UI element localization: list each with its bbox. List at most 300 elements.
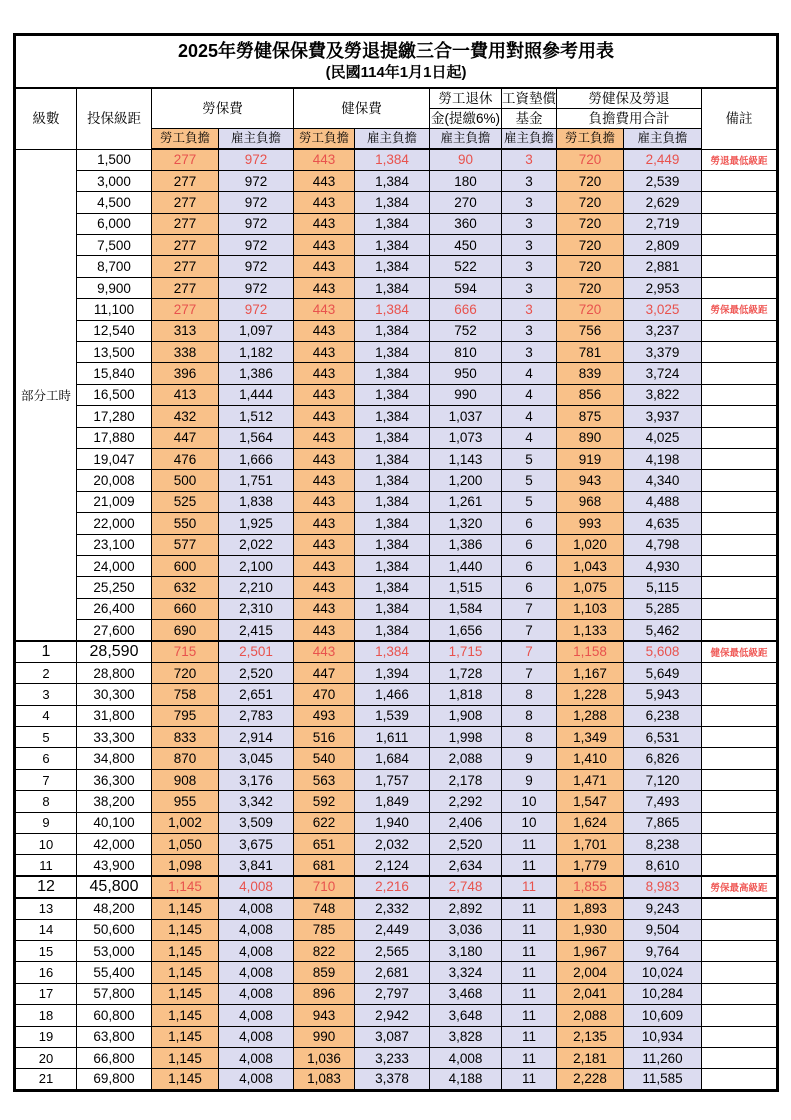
cell-salary-bracket: 33,300	[77, 727, 152, 748]
cell-total-employer: 7,865	[624, 812, 702, 833]
cell-total-employer: 4,930	[624, 555, 702, 576]
cell-health-ins-employee: 443	[294, 277, 355, 298]
cell-pension-employer: 1,728	[430, 662, 502, 683]
table-row	[15, 641, 778, 662]
cell-labor-ins-employer: 1,838	[219, 491, 294, 512]
cell-level: 8	[15, 791, 77, 812]
cell-labor-ins-employer: 3,045	[219, 748, 294, 769]
cell-total-employer: 4,635	[624, 513, 702, 534]
cell-salary-bracket: 24,000	[77, 555, 152, 576]
cell-level: 9	[15, 812, 77, 833]
cell-pension-employer: 1,656	[430, 620, 502, 641]
cell-remark	[702, 812, 778, 833]
cell-level: 3	[15, 684, 77, 705]
cell-pension-employer: 3,468	[430, 983, 502, 1004]
cell-labor-ins-employer: 1,097	[219, 320, 294, 341]
cell-remark	[702, 598, 778, 619]
cell-health-ins-employer: 1,384	[355, 277, 430, 298]
table-row	[15, 662, 778, 683]
cell-pension-employer: 1,515	[430, 577, 502, 598]
cell-remark	[702, 748, 778, 769]
cell-labor-ins-employer: 4,008	[219, 940, 294, 961]
cell-health-ins-employer: 1,384	[355, 620, 430, 641]
cell-pension-employer: 950	[430, 363, 502, 384]
cell-labor-ins-employer: 1,444	[219, 384, 294, 405]
cell-total-employee: 2,041	[557, 983, 624, 1004]
header-level: 級數	[15, 88, 77, 149]
cell-level: 1	[15, 641, 77, 662]
cell-labor-ins-employee: 1,145	[152, 919, 219, 940]
cell-health-ins-employer: 1,466	[355, 684, 430, 705]
cell-labor-ins-employee: 955	[152, 791, 219, 812]
header-bracket: 投保級距	[77, 88, 152, 149]
cell-labor-ins-employer: 2,914	[219, 727, 294, 748]
premium-table	[13, 33, 779, 1092]
cell-total-employee: 839	[557, 363, 624, 384]
cell-health-ins-employer: 1,384	[355, 192, 430, 213]
table-row	[15, 705, 778, 726]
cell-wage-fund-employer: 11	[502, 983, 557, 1004]
cell-total-employer: 3,724	[624, 363, 702, 384]
cell-pension-employer: 990	[430, 384, 502, 405]
cell-health-ins-employer: 1,940	[355, 812, 430, 833]
cell-level: 7	[15, 769, 77, 790]
cell-wage-fund-employer: 4	[502, 406, 557, 427]
table-row	[15, 235, 778, 256]
subheader-total-employee: 勞工負擔	[557, 129, 624, 150]
cell-level: 2	[15, 662, 77, 683]
cell-wage-fund-employer: 3	[502, 170, 557, 191]
cell-pension-employer: 270	[430, 192, 502, 213]
header-labor-insurance: 勞保費	[152, 88, 294, 129]
cell-remark	[702, 235, 778, 256]
cell-health-ins-employer: 1,384	[355, 491, 430, 512]
cell-labor-ins-employer: 4,008	[219, 1069, 294, 1090]
cell-labor-ins-employee: 690	[152, 620, 219, 641]
cell-total-employer: 3,937	[624, 406, 702, 427]
cell-total-employee: 1,349	[557, 727, 624, 748]
cell-wage-fund-employer: 11	[502, 919, 557, 940]
table-row	[15, 940, 778, 961]
reference-sheet	[13, 33, 776, 1092]
table-row	[15, 962, 778, 983]
cell-total-employee: 2,088	[557, 1005, 624, 1026]
cell-remark	[702, 684, 778, 705]
cell-pension-employer: 1,320	[430, 513, 502, 534]
table-row	[15, 769, 778, 790]
cell-total-employee: 720	[557, 277, 624, 298]
cell-remark	[702, 448, 778, 469]
cell-total-employer: 4,025	[624, 427, 702, 448]
cell-pension-employer: 3,648	[430, 1005, 502, 1026]
cell-total-employer: 2,953	[624, 277, 702, 298]
cell-health-ins-employee: 943	[294, 1005, 355, 1026]
cell-salary-bracket: 48,200	[77, 898, 152, 919]
table-row	[15, 513, 778, 534]
cell-remark	[702, 834, 778, 855]
cell-pension-employer: 2,634	[430, 855, 502, 876]
cell-labor-ins-employee: 1,145	[152, 876, 219, 897]
cell-salary-bracket: 23,100	[77, 534, 152, 555]
cell-labor-ins-employee: 277	[152, 256, 219, 277]
cell-salary-bracket: 22,000	[77, 513, 152, 534]
cell-remark	[702, 192, 778, 213]
cell-remark	[702, 855, 778, 876]
table-row	[15, 812, 778, 833]
title-row	[15, 35, 778, 89]
cell-wage-fund-employer: 8	[502, 727, 557, 748]
cell-labor-ins-employer: 2,520	[219, 662, 294, 683]
cell-total-employee: 1,020	[557, 534, 624, 555]
table-row	[15, 277, 778, 298]
cell-labor-ins-employer: 2,100	[219, 555, 294, 576]
cell-wage-fund-employer: 5	[502, 448, 557, 469]
cell-total-employee: 756	[557, 320, 624, 341]
cell-health-ins-employee: 748	[294, 898, 355, 919]
cell-remark	[702, 919, 778, 940]
cell-level: 11	[15, 855, 77, 876]
cell-total-employee: 720	[557, 235, 624, 256]
cell-labor-ins-employee: 413	[152, 384, 219, 405]
cell-total-employee: 1,547	[557, 791, 624, 812]
cell-health-ins-employee: 443	[294, 577, 355, 598]
cell-wage-fund-employer: 6	[502, 577, 557, 598]
cell-labor-ins-employer: 4,008	[219, 1047, 294, 1068]
cell-salary-bracket: 19,047	[77, 448, 152, 469]
cell-labor-ins-employee: 338	[152, 342, 219, 363]
cell-health-ins-employee: 785	[294, 919, 355, 940]
cell-pension-employer: 1,584	[430, 598, 502, 619]
cell-total-employee: 1,624	[557, 812, 624, 833]
title-block	[15, 35, 778, 89]
cell-labor-ins-employee: 908	[152, 769, 219, 790]
cell-wage-fund-employer: 11	[502, 855, 557, 876]
cell-remark	[702, 662, 778, 683]
cell-wage-fund-employer: 11	[502, 1026, 557, 1047]
cell-health-ins-employer: 3,233	[355, 1047, 430, 1068]
cell-remark	[702, 769, 778, 790]
cell-health-ins-employer: 2,216	[355, 876, 430, 897]
cell-total-employee: 1,167	[557, 662, 624, 683]
cell-total-employer: 5,115	[624, 577, 702, 598]
header-total-line2: 負擔費用合計	[557, 109, 702, 129]
cell-remark	[702, 791, 778, 812]
cell-wage-fund-employer: 3	[502, 277, 557, 298]
cell-level: 21	[15, 1069, 77, 1090]
cell-pension-employer: 1,818	[430, 684, 502, 705]
cell-total-employer: 6,826	[624, 748, 702, 769]
cell-salary-bracket: 36,300	[77, 769, 152, 790]
cell-total-employer: 5,285	[624, 598, 702, 619]
cell-labor-ins-employer: 2,501	[219, 641, 294, 662]
cell-total-employee: 1,103	[557, 598, 624, 619]
table-row	[15, 342, 778, 363]
cell-labor-ins-employer: 1,925	[219, 513, 294, 534]
cell-salary-bracket: 9,900	[77, 277, 152, 298]
table-row	[15, 727, 778, 748]
cell-labor-ins-employer: 4,008	[219, 919, 294, 940]
cell-labor-ins-employee: 277	[152, 149, 219, 170]
cell-total-employee: 2,228	[557, 1069, 624, 1090]
table-row	[15, 598, 778, 619]
cell-remark	[702, 513, 778, 534]
cell-health-ins-employee: 447	[294, 662, 355, 683]
cell-health-ins-employer: 1,384	[355, 598, 430, 619]
cell-labor-ins-employee: 550	[152, 513, 219, 534]
table-row	[15, 213, 778, 234]
cell-labor-ins-employer: 1,751	[219, 470, 294, 491]
cell-total-employer: 2,539	[624, 170, 702, 191]
table-row	[15, 149, 778, 170]
cell-wage-fund-employer: 8	[502, 684, 557, 705]
cell-health-ins-employer: 1,384	[355, 256, 430, 277]
cell-wage-fund-employer: 9	[502, 769, 557, 790]
cell-total-employer: 10,609	[624, 1005, 702, 1026]
cell-wage-fund-employer: 10	[502, 791, 557, 812]
cell-salary-bracket: 60,800	[77, 1005, 152, 1026]
cell-remark	[702, 1047, 778, 1068]
cell-salary-bracket: 12,540	[77, 320, 152, 341]
table-row	[15, 1005, 778, 1026]
table-row	[15, 983, 778, 1004]
subheader-total-employer: 雇主負擔	[624, 129, 702, 150]
cell-salary-bracket: 15,840	[77, 363, 152, 384]
cell-level: 17	[15, 983, 77, 1004]
cell-wage-fund-employer: 3	[502, 256, 557, 277]
cell-total-employee: 1,967	[557, 940, 624, 961]
cell-salary-bracket: 55,400	[77, 962, 152, 983]
cell-wage-fund-employer: 11	[502, 898, 557, 919]
cell-health-ins-employee: 470	[294, 684, 355, 705]
cell-salary-bracket: 31,800	[77, 705, 152, 726]
table-row	[15, 491, 778, 512]
cell-pension-employer: 810	[430, 342, 502, 363]
cell-health-ins-employer: 2,449	[355, 919, 430, 940]
cell-wage-fund-employer: 11	[502, 1005, 557, 1026]
cell-level: 13	[15, 898, 77, 919]
cell-labor-ins-employer: 3,675	[219, 834, 294, 855]
cell-labor-ins-employer: 2,415	[219, 620, 294, 641]
cell-total-employee: 720	[557, 149, 624, 170]
cell-salary-bracket: 11,100	[77, 299, 152, 320]
cell-health-ins-employee: 443	[294, 170, 355, 191]
table-row	[15, 299, 778, 320]
cell-pension-employer: 450	[430, 235, 502, 256]
table-row	[15, 470, 778, 491]
header-wage-fund-line2: 基金	[502, 109, 557, 129]
cell-health-ins-employee: 859	[294, 962, 355, 983]
cell-labor-ins-employee: 476	[152, 448, 219, 469]
cell-total-employer: 2,629	[624, 192, 702, 213]
cell-wage-fund-employer: 10	[502, 812, 557, 833]
cell-health-ins-employer: 3,087	[355, 1026, 430, 1047]
cell-wage-fund-employer: 6	[502, 534, 557, 555]
header-wage-fund-line1: 工資墊償	[502, 88, 557, 109]
cell-labor-ins-employer: 4,008	[219, 983, 294, 1004]
header-remarks: 備註	[702, 88, 778, 149]
cell-health-ins-employee: 563	[294, 769, 355, 790]
cell-health-ins-employee: 443	[294, 342, 355, 363]
cell-salary-bracket: 30,300	[77, 684, 152, 705]
cell-total-employer: 3,379	[624, 342, 702, 363]
cell-total-employer: 6,238	[624, 705, 702, 726]
cell-labor-ins-employee: 525	[152, 491, 219, 512]
cell-labor-ins-employee: 660	[152, 598, 219, 619]
cell-total-employer: 8,238	[624, 834, 702, 855]
header-pension-line2: 金(提繳6%)	[430, 109, 502, 129]
cell-labor-ins-employee: 447	[152, 427, 219, 448]
cell-salary-bracket: 8,700	[77, 256, 152, 277]
table-row	[15, 170, 778, 191]
cell-total-employee: 720	[557, 170, 624, 191]
cell-labor-ins-employer: 972	[219, 299, 294, 320]
header-row-1	[15, 88, 778, 109]
cell-salary-bracket: 20,008	[77, 470, 152, 491]
cell-labor-ins-employer: 4,008	[219, 876, 294, 897]
cell-pension-employer: 2,892	[430, 898, 502, 919]
subheader-wage-fund-employer: 雇主負擔	[502, 129, 557, 150]
cell-total-employer: 5,462	[624, 620, 702, 641]
cell-total-employer: 10,934	[624, 1026, 702, 1047]
cell-labor-ins-employee: 758	[152, 684, 219, 705]
cell-salary-bracket: 63,800	[77, 1026, 152, 1047]
table-row	[15, 919, 778, 940]
cell-labor-ins-employer: 1,512	[219, 406, 294, 427]
cell-pension-employer: 2,088	[430, 748, 502, 769]
subheader-labor-employer: 雇主負擔	[219, 129, 294, 150]
cell-wage-fund-employer: 3	[502, 213, 557, 234]
table-row	[15, 898, 778, 919]
cell-salary-bracket: 34,800	[77, 748, 152, 769]
table-row	[15, 1026, 778, 1047]
cell-pension-employer: 4,008	[430, 1047, 502, 1068]
cell-labor-ins-employee: 277	[152, 299, 219, 320]
cell-pension-employer: 3,180	[430, 940, 502, 961]
cell-health-ins-employee: 443	[294, 213, 355, 234]
cell-remark	[702, 727, 778, 748]
cell-pension-employer: 1,200	[430, 470, 502, 491]
cell-remark	[702, 983, 778, 1004]
header-health-insurance: 健保費	[294, 88, 430, 129]
cell-wage-fund-employer: 11	[502, 876, 557, 897]
part-time-group-cell: 部分工時	[15, 149, 77, 641]
cell-pension-employer: 752	[430, 320, 502, 341]
cell-total-employee: 1,288	[557, 705, 624, 726]
cell-salary-bracket: 4,500	[77, 192, 152, 213]
cell-total-employee: 720	[557, 299, 624, 320]
cell-total-employer: 4,198	[624, 448, 702, 469]
cell-pension-employer: 360	[430, 213, 502, 234]
cell-health-ins-employer: 1,384	[355, 213, 430, 234]
cell-health-ins-employer: 1,611	[355, 727, 430, 748]
cell-total-employer: 11,585	[624, 1069, 702, 1090]
cell-remark: 勞退最低級距	[702, 149, 778, 170]
cell-level: 16	[15, 962, 77, 983]
cell-labor-ins-employee: 870	[152, 748, 219, 769]
cell-salary-bracket: 1,500	[77, 149, 152, 170]
cell-wage-fund-employer: 5	[502, 491, 557, 512]
cell-total-employee: 1,075	[557, 577, 624, 598]
cell-salary-bracket: 50,600	[77, 919, 152, 940]
cell-wage-fund-employer: 3	[502, 192, 557, 213]
cell-health-ins-employer: 1,384	[355, 320, 430, 341]
cell-labor-ins-employer: 972	[219, 170, 294, 191]
cell-remark	[702, 534, 778, 555]
cell-total-employer: 9,243	[624, 898, 702, 919]
cell-pension-employer: 1,386	[430, 534, 502, 555]
cell-total-employee: 875	[557, 406, 624, 427]
cell-labor-ins-employee: 277	[152, 213, 219, 234]
cell-health-ins-employer: 1,384	[355, 363, 430, 384]
cell-level: 19	[15, 1026, 77, 1047]
cell-labor-ins-employee: 277	[152, 277, 219, 298]
cell-remark: 勞保最高級距	[702, 876, 778, 897]
cell-health-ins-employee: 443	[294, 363, 355, 384]
cell-total-employee: 1,158	[557, 641, 624, 662]
cell-health-ins-employee: 443	[294, 641, 355, 662]
cell-remark	[702, 1005, 778, 1026]
cell-salary-bracket: 42,000	[77, 834, 152, 855]
cell-remark	[702, 256, 778, 277]
cell-wage-fund-employer: 3	[502, 149, 557, 170]
cell-labor-ins-employer: 972	[219, 213, 294, 234]
cell-remark	[702, 342, 778, 363]
subheader-health-employer: 雇主負擔	[355, 129, 430, 150]
header-total-line1: 勞健保及勞退	[557, 88, 702, 109]
cell-health-ins-employer: 1,384	[355, 641, 430, 662]
cell-remark	[702, 427, 778, 448]
cell-total-employer: 10,024	[624, 962, 702, 983]
table-row	[15, 320, 778, 341]
cell-total-employer: 8,983	[624, 876, 702, 897]
cell-salary-bracket: 13,500	[77, 342, 152, 363]
cell-labor-ins-employee: 396	[152, 363, 219, 384]
cell-total-employer: 2,809	[624, 235, 702, 256]
cell-wage-fund-employer: 7	[502, 620, 557, 641]
cell-wage-fund-employer: 7	[502, 598, 557, 619]
cell-health-ins-employer: 1,384	[355, 555, 430, 576]
cell-labor-ins-employee: 795	[152, 705, 219, 726]
cell-pension-employer: 1,073	[430, 427, 502, 448]
table-row	[15, 448, 778, 469]
cell-total-employee: 856	[557, 384, 624, 405]
cell-labor-ins-employer: 2,783	[219, 705, 294, 726]
cell-salary-bracket: 16,500	[77, 384, 152, 405]
cell-wage-fund-employer: 4	[502, 363, 557, 384]
cell-labor-ins-employee: 1,145	[152, 962, 219, 983]
header-pension-line1: 勞工退休	[430, 88, 502, 109]
cell-total-employer: 8,610	[624, 855, 702, 876]
cell-health-ins-employee: 622	[294, 812, 355, 833]
cell-salary-bracket: 6,000	[77, 213, 152, 234]
cell-labor-ins-employee: 313	[152, 320, 219, 341]
cell-health-ins-employer: 1,849	[355, 791, 430, 812]
cell-labor-ins-employer: 1,182	[219, 342, 294, 363]
subheader-health-employee: 勞工負擔	[294, 129, 355, 150]
cell-remark	[702, 406, 778, 427]
cell-labor-ins-employer: 1,666	[219, 448, 294, 469]
cell-total-employee: 1,228	[557, 684, 624, 705]
cell-health-ins-employer: 1,384	[355, 534, 430, 555]
cell-health-ins-employee: 443	[294, 235, 355, 256]
table-row	[15, 427, 778, 448]
cell-salary-bracket: 25,250	[77, 577, 152, 598]
cell-health-ins-employer: 1,384	[355, 149, 430, 170]
cell-total-employee: 720	[557, 256, 624, 277]
cell-health-ins-employer: 1,384	[355, 406, 430, 427]
cell-labor-ins-employer: 4,008	[219, 898, 294, 919]
table-row	[15, 791, 778, 812]
